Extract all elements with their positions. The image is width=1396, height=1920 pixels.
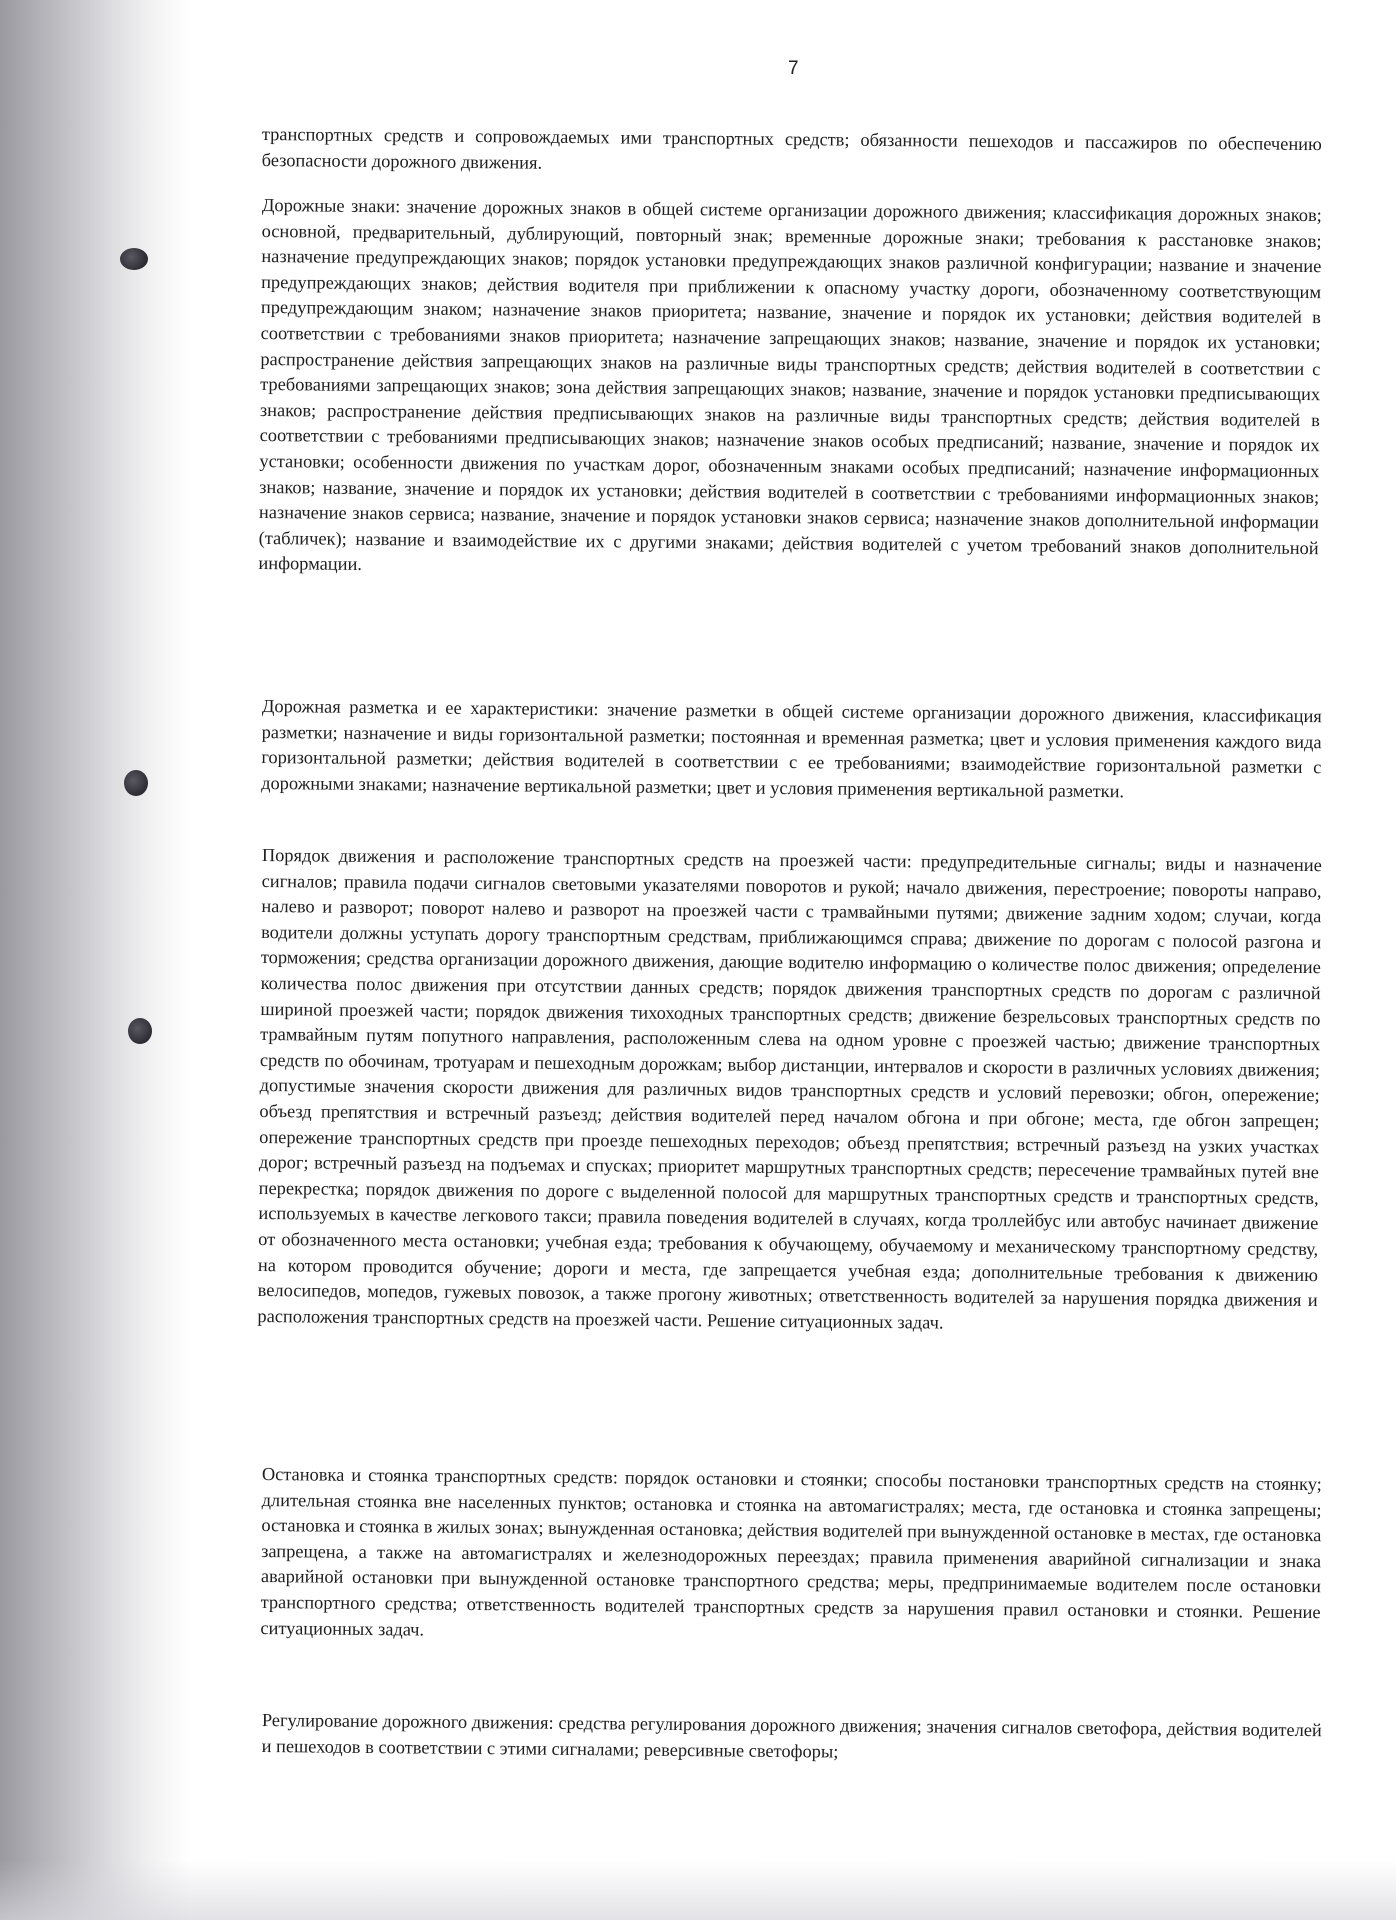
paragraph-text: транспортных средств и сопровождаемых ими транспортных средств; обязанности пешеходов и пассажиров по обеспечению безопасности дорожного движения.: [261, 123, 1322, 173]
paragraph-text: Дорожные знаки: значение дорожных знаков в общей системе организации дорожного движения; классификация дорожных знаков; основной, предварительный, дублирующий, повторный знак; временные дорожные знаки; требования к расстановке знаков; назначение предупреждающих знаков; порядок установки предупреждающих знаков различной конфигурации; название и значение предупреждающих знаков; действия водителя при приближении к опасному участку дороги, обозначенному соответствующим предупреждающим знаком; назначение знаков приоритета; название, значение и порядок их установки; действия водителей в соответствии с требованиями знаков приоритета; назначение запрещающих знаков; название, значение и порядок их установки; распространение действия запрещающих знаков на различные виды транспортных средств; действия водителей в соответствии с требованиями запрещающих знаков; зона действия запрещающих знаков; название, значение и порядок установки предписывающих знаков; распространение действия предписывающих знаков на различные виды транспортных средств; действия водителей в соответствии с требованиями предписывающих знаков; назначение знаков особых предписаний; название, значение и порядок их установки; особенности движения по участкам дорог, обозначенным знаками особых предписаний; назначение информационных знаков; название, значение и порядок их установки; действия водителей в соответствии с требованиями информационных знаков; назначение знаков сервиса; название, значение и порядок установки знаков сервиса; назначение знаков дополнительной информации (табличек); название и взаимодействие их с другими знаками; действия водителей с учетом требований знаков дополнительной информации.: [258, 194, 1322, 575]
paragraph-stopping-parking: [260, 1462, 1322, 1651]
punch-hole: [120, 248, 148, 270]
page-number: 7: [788, 58, 799, 79]
paragraph-continuation: [262, 122, 1322, 183]
paragraph-text: Дорожная разметка и ее характеристики: значение разметки в общей системе организации дорожного движения, классификация разметки; назначение и виды горизонтальной разметки; постоянная и временная разметка; цвет и условия применения каждого вида горизонтальной разметки; действия водителей в соответствии с ее требованиями; взаимодействие горизонтальной разметки с дорожными знаками; назначение вертикальной разметки; цвет и условия применения вертикальной разметки.: [261, 695, 1322, 802]
paragraph-text: Регулирование дорожного движения: средства регулирования дорожного движения; значения сигналов светофора, действия водителей и пешеходов в соответствии с этими сигналами; реверсивные светофоры;: [261, 1709, 1322, 1762]
paragraph-text: Остановка и стоянка транспортных средств: порядок остановки и стоянки; способы постановки транспортных средств на стоянку; длительная стоянка вне населенных пунктов; остановка и стоянка на автомагистралях; места, где остановка и стоянка запрещены; остановка и стоянка в жилых зонах; вынужденная остановка; действия водителей при вынужденной остановке в местах, где остановка запрещена, а также на автомагистралях и железнодорожных переездах; правила применения аварийной сигнализации и знака аварийной остановки при вынужденной остановке транспортного средства; меры, предпринимаемые водителем после остановки транспортного средства; ответственность водителей транспортных средств за нарушения правил остановки и стоянки. Решение ситуационных задач.: [260, 1463, 1322, 1640]
punch-hole: [128, 1018, 152, 1044]
bottom-shadow: [0, 1860, 1396, 1920]
paragraph-traffic-regulation: [262, 1708, 1322, 1769]
punch-hole: [124, 770, 148, 796]
paragraph-traffic-order: [257, 843, 1322, 1339]
paragraph-road-markings: [261, 694, 1322, 807]
binding-shadow: [0, 0, 190, 1920]
paragraph-road-signs: [258, 193, 1322, 587]
paragraph-text: Порядок движения и расположение транспортных средств на проезжей части: предупредительные сигналы; виды и назначение сигналов; правила подачи сигналов световыми указателями поворотов и рукой; начало движения, перестроение; повороты направо, налево и разворот; поворот налево и разворот на проезжей части с трамвайными путями; движение задним ходом; случаи, когда водители должны уступать дорогу транспортным средствам, приближающимся справа; движение по дорогам с полосой разгона и торможения; средства организации дорожного движения, дающие водителю информацию о количестве полос движения; определение количества полос движения при отсутствии данных средств; порядок движения транспортных средств по дорогам с различной шириной проезжей части; порядок движения тихоходных транспортных средств; движение безрельсовых транспортных средств по трамвайным путям попутного направления, расположенным слева на одном уровне с проезжей частью; движение транспортных средств по обочинам, тротуарам и пешеходным дорожкам; выбор дистанции, интервалов и скорости в различных условиях движения; допустимые значения скорости движения для различных видов транспортных средств и условий перевозки; обгон, опережение; объезд препятствия и встречный разъезд; действия водителей перед началом обгона и при обгоне; места, где обгон запрещен; опережение транспортных средств при проезде пешеходных переходов; объезд препятствия; встречный разъезд на узких участках дорог; встречный разъезд на подъемах и спусках; приоритет маршрутных транспортных средств; пересечение трамвайных путей вне перекрестка; порядок движения по дороге с выделенной полосой для маршрутных транспортных средств и транспортных средств, используемых в качестве легкового такси; правила поведения водителей в случаях, когда троллейбус или автобус начинает движение от обозначенного места остановки; учебная езда; требования к обучающему, обучаемому и механическому транспортному средству, на котором проводится обучение; дороги и места, где запрещается учебная езда; дополнительные требования к движению велосипедов, мопедов, гужевых повозок, а также прогону животных; ответственность водителей за нарушения порядка движения и расположения транспортных средств на проезжей части. Решение ситуационных задач.: [257, 844, 1322, 1333]
